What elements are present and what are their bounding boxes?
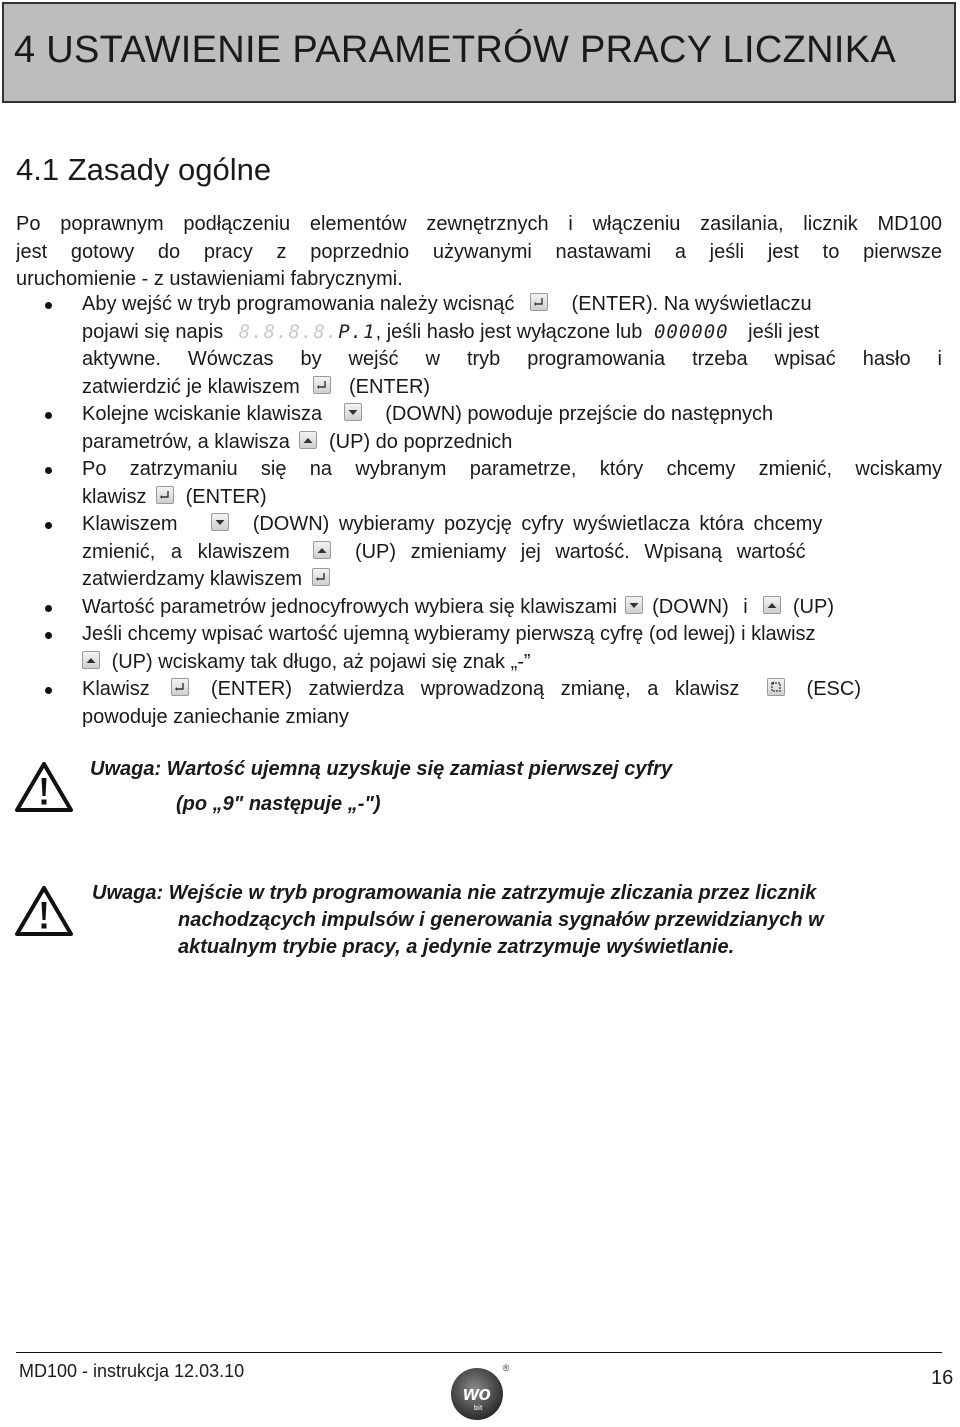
text-span: Klawiszem [82,513,178,535]
intro-paragraph [16,211,942,294]
enter-key-icon [156,486,174,504]
list-item [44,401,942,456]
text-span: (DOWN) i [652,595,748,618]
registered-mark: ® [502,1363,510,1373]
list-item-line [82,374,942,402]
text-span: zatwierdzamy klawiszem [82,568,303,590]
warning-note-2-line1: Uwaga: Wejście w tryb programowania nie zatrzymuje zliczania przez licznik [92,882,817,904]
esc-key-icon [767,678,785,696]
list-item-line [82,484,942,512]
logo-text: wo [463,1383,491,1405]
text-span: Wartość parametrów jednocyfrowych wybiera się klawiszami [82,595,617,618]
warning-note-2-line2: nachodzących impulsów i generowania sygnałów przewidzianych w [178,909,824,931]
list-item-line: aktywne. Wówczas by wejść w tryb programowania trzeba wpisać hasło i [82,348,942,370]
enter-key-icon [313,376,331,394]
list-item-line: powoduje zaniechanie zmiany [82,705,349,728]
warning-note-1-line1: Uwaga: Wartość ujemną uzyskuje się zamiast pierwszej cyfry [90,758,673,780]
text-span: zatwierdzić je klawiszem [82,375,300,398]
list-item-line [82,429,942,457]
warning-note-2-line3: aktualnym trybie pracy, a jedynie zatrzymuje wyświetlanie. [178,936,735,958]
text-span: (ENTER) [185,485,267,508]
text-span: (UP) do poprzednich [329,430,513,453]
text-span: (UP) zmieniamy jej wartość. Wpisaną wartość [354,540,806,563]
warning-triangle-icon [14,884,74,940]
text-span: (ENTER) zatwierdza wprowadzoną zmianę, a klawisz [210,678,740,700]
display-readout-p1 [239,319,376,347]
down-key-icon [211,513,229,531]
list-item [44,621,942,676]
text-span: , jeśli hasło jest wyłączone lub [375,320,643,343]
list-item [44,456,942,511]
up-key-icon [299,431,317,449]
text-span: jeśli jest [748,320,820,343]
text-span: Kolejne wciskanie klawisza [82,403,323,425]
list-item-line [82,649,942,677]
list-item [44,291,942,401]
text-span: (ENTER) [348,375,431,398]
section-title: 4.1 Zasady ogólne [16,152,272,187]
list-item-line [82,594,942,622]
down-key-icon [625,596,643,614]
text-span: zmienić, a klawiszem [82,540,290,563]
up-key-icon [763,596,781,614]
list-item-line [82,291,942,319]
display-code: P.1 [338,320,376,343]
text-span: Aby wejść w tryb programowania należy wcisnąć [82,293,515,315]
intro-line: uruchomienie - z ustawieniami fabrycznymi. [16,268,403,290]
list-item-line [82,676,942,704]
list-item-line: Po zatrzymaniu się na wybranym parametrze, który chcemy zmienić, wciskamy [82,458,942,480]
text-span: Klawisz [82,678,150,700]
list-item-line [82,539,942,567]
text-span: pojawi się napis [82,320,224,343]
up-key-icon [313,541,331,559]
list-item [44,676,942,731]
list-item-line [82,511,942,539]
chapter-title: 4 USTAWIENIE PARAMETRÓW PRACY LICZNIKA [14,29,897,71]
logo-subtext: bit [473,1405,483,1412]
intro-line: jest gotowy do pracy z poprzednio używanymi nastawami a jeśli jest to pierwsze [16,240,942,263]
wobit-logo [445,1362,513,1422]
warning-note-1-line2: (po „9" następuje „-") [176,793,381,815]
text-span: parametrów, a klawisza [82,430,290,453]
footer-divider [16,1352,942,1353]
text-span: (UP) [792,595,834,618]
display-readout-password: 000000 [653,320,729,343]
enter-key-icon [171,678,189,696]
enter-key-icon [312,568,330,586]
text-span: (DOWN) wybieramy pozycję cyfry wyświetlacza która chcemy [252,513,823,535]
display-dim-digits: 8.8.8.8. [238,320,339,343]
page-number: 16 [931,1367,954,1389]
text-span: (UP) wciskamy tak długo, aż pojawi się znak „-” [111,650,531,673]
text-span: klawisz [82,485,147,508]
list-item [44,511,942,594]
text-span: (ESC) [806,678,861,700]
text-span: (DOWN) powoduje przejście do następnych [385,403,774,425]
list-item-line [82,401,942,429]
text-span: (ENTER). Na wyświetlaczu [571,293,812,315]
up-key-icon [82,651,100,669]
intro-line: Po poprawnym podłączeniu elementów zewnętrznych i włączeniu zasilania, licznik MD100 [16,213,942,235]
warning-triangle-icon [14,760,74,816]
instruction-list [44,291,942,731]
footer-doc-label: MD100 - instrukcja 12.03.10 [19,1361,245,1381]
enter-key-icon [530,293,548,311]
down-key-icon [344,403,362,421]
list-item [44,594,942,622]
chapter-header [2,2,956,103]
list-item-line [82,566,942,594]
warning-note-2 [92,880,824,961]
list-item-line: Jeśli chcemy wpisać wartość ujemną wybieramy pierwszą cyfrę (od lewej) i klawisz [82,623,816,645]
list-item-line [82,319,942,347]
